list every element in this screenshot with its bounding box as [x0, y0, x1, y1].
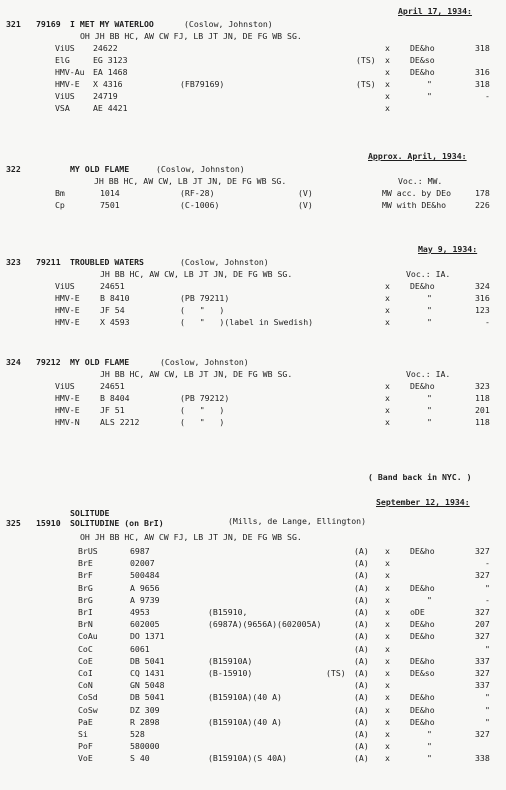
session-date: May 9, 1934: [418, 244, 478, 254]
page-ref: 123 [475, 305, 490, 315]
issue-note: (PB 79211) [180, 293, 230, 303]
page-ref: 318 [475, 79, 490, 89]
session-number: 325 [6, 518, 21, 528]
format-flag: (A) [354, 546, 369, 556]
mark: x [385, 729, 390, 739]
issue-note: (B-15910) [208, 668, 253, 678]
catalog-number: 24651 [100, 381, 125, 391]
label-code: HMV-Au [55, 67, 85, 77]
catalog-number: ALS 2212 [100, 417, 140, 427]
accompaniment: " [427, 305, 432, 315]
accompaniment: " [427, 317, 432, 327]
session-number: 324 [6, 357, 21, 367]
mark: x [385, 293, 390, 303]
mark: x [385, 305, 390, 315]
catalog-number: 500484 [130, 570, 160, 581]
label-code: HMV-E [55, 293, 80, 303]
accompaniment: MW with DE&ho [382, 200, 447, 210]
accompaniment: DE&ho [410, 655, 435, 666]
catalog-number: EG 3123 [93, 55, 128, 65]
catalog-number: 6061 [130, 643, 150, 654]
mark: x [385, 43, 390, 53]
label-code: BrG [78, 594, 93, 605]
page-ref: - [485, 558, 490, 569]
label-code: ViUS [55, 91, 75, 101]
page-ref: " [485, 643, 490, 654]
composers: (Mills, de Lange, Ellington) [228, 516, 367, 526]
accompaniment: " [427, 79, 432, 89]
mark: x [385, 79, 390, 89]
song-title: SOLITUDE [70, 508, 110, 518]
issue-note: ( " ) [180, 305, 225, 315]
mark: x [385, 570, 390, 581]
label-code: BrF [78, 570, 93, 581]
catalog-number: 24651 [100, 281, 125, 291]
format-flag: (A) [354, 729, 369, 739]
catalog-number: 1014 [100, 188, 120, 198]
catalog-number: 7501 [100, 200, 120, 210]
format-flag: (A) [354, 582, 369, 593]
label-code: CoSw [78, 704, 98, 715]
mark: x [385, 655, 390, 666]
mark: x [385, 607, 390, 617]
catalog-number: 6987 [130, 546, 150, 556]
personnel: JH BB HC, AW CW, LB JT JN, DE FG WB SG. [100, 369, 293, 379]
mark: x [385, 643, 390, 654]
label-code: HMV-E [55, 405, 80, 415]
page-ref: 327 [475, 729, 490, 739]
format-flag: (A) [354, 741, 369, 752]
mark: x [385, 317, 390, 327]
page-ref: 327 [475, 668, 490, 678]
issue-note: (B15910A)(S 40A) [208, 753, 287, 764]
accompaniment: " [427, 417, 432, 427]
page-ref: - [485, 594, 490, 605]
mark: x [385, 381, 390, 391]
composers: (Coslow, Johnston) [180, 257, 269, 267]
mark: x [385, 393, 390, 403]
page-ref: 178 [475, 188, 490, 198]
composers: (Coslow, Johnston) [184, 19, 273, 29]
accompaniment: DE&ho [410, 67, 435, 77]
matrix-number: 79211 [36, 257, 61, 267]
catalog-number: A 9739 [130, 594, 160, 605]
accompaniment: oDE [410, 607, 425, 617]
format-flag: (A) [354, 655, 369, 666]
catalog-number: DO 1371 [130, 631, 165, 642]
label-code: CoC [78, 643, 93, 654]
accompaniment: " [427, 753, 432, 764]
catalog-number: EA 1468 [93, 67, 128, 77]
personnel: JH BB HC, AW CW, LB JT JN, DE FG WB SG. [100, 269, 293, 279]
mark: x [385, 417, 390, 427]
format-flag: (A) [354, 692, 369, 703]
label-code: BrE [78, 558, 93, 569]
page-ref: 226 [475, 200, 490, 210]
page-ref: " [485, 704, 490, 715]
page-ref: 327 [475, 607, 490, 617]
format-flag: (A) [354, 753, 369, 764]
page-ref: 316 [475, 293, 490, 303]
label-code: HMV-E [55, 79, 80, 89]
accompaniment: " [427, 293, 432, 303]
accompaniment: DE&ho [410, 381, 435, 391]
catalog-number: JF 54 [100, 305, 125, 315]
issue-note: (FB79169) [180, 79, 225, 89]
format-flag: (A) [354, 716, 369, 727]
label-code: ViUS [55, 281, 75, 291]
page-ref: 324 [475, 281, 490, 291]
label-code: BrN [78, 619, 93, 630]
band-note: ( Band back in NYC. ) [368, 472, 472, 482]
accompaniment: " [427, 393, 432, 403]
issue-note: (B15910A)(40 A) [208, 692, 282, 703]
personnel: OH JH BB HC, AW CW FJ, LB JT JN, DE FG WB SG. [80, 31, 302, 41]
ts-flag: (TS) [356, 79, 376, 89]
accompaniment: DE&ho [410, 582, 435, 593]
song-title: MY OLD FLAME [70, 164, 130, 174]
accompaniment: DE&so [410, 668, 435, 678]
label-code: Cp [55, 200, 65, 210]
accompaniment: DE&ho [410, 43, 435, 53]
ts-flag: (TS) [356, 55, 376, 65]
issue-note: (B15910A)(40 A) [208, 716, 282, 727]
accompaniment: DE&so [410, 55, 435, 65]
label-code: PoF [78, 741, 93, 752]
catalog-number: DB 5041 [130, 692, 165, 703]
mark: x [385, 582, 390, 593]
format-flag: (A) [354, 631, 369, 642]
accompaniment: DE&ho [410, 619, 435, 630]
mark: x [385, 692, 390, 703]
mark: x [385, 741, 390, 752]
format-flag: (A) [354, 594, 369, 605]
page-ref: 207 [475, 619, 490, 630]
accompaniment: " [427, 741, 432, 752]
label-code: ViUS [55, 381, 75, 391]
accompaniment: " [427, 91, 432, 101]
format-flag: (A) [354, 680, 369, 691]
session-date: Approx. April, 1934: [368, 151, 467, 161]
page-ref: " [485, 692, 490, 703]
label-code: ElG [55, 55, 70, 65]
catalog-number: JF 51 [100, 405, 125, 415]
mark: x [385, 91, 390, 101]
format-flag: (A) [354, 704, 369, 715]
format-flag: (A) [354, 643, 369, 654]
format-flag: (A) [354, 570, 369, 581]
matrix-number: 79169 [36, 19, 61, 29]
catalog-number: 24719 [93, 91, 118, 101]
page-ref: " [485, 582, 490, 593]
mark: x [385, 67, 390, 77]
catalog-number: B 8404 [100, 393, 130, 403]
label-code: CoI [78, 668, 93, 678]
format-flag: (A) [354, 607, 369, 617]
issue-note: (PB 79212) [180, 393, 230, 403]
label-code: HMV-E [55, 305, 80, 315]
catalog-number: X 4593 [100, 317, 130, 327]
page-ref: 316 [475, 67, 490, 77]
session-number: 321 [6, 19, 21, 29]
catalog-number: 580000 [130, 741, 160, 752]
accompaniment: DE&ho [410, 692, 435, 703]
catalog-number: B 8410 [100, 293, 130, 303]
session-date: April 17, 1934: [398, 6, 472, 16]
flag: (V) [298, 188, 313, 198]
format-flag: (A) [354, 558, 369, 569]
alt-title: SOLITUDINE (on BrI) [70, 518, 164, 528]
vocalist: Voc.: IA. [406, 369, 451, 379]
accompaniment: DE&ho [410, 281, 435, 291]
session-number: 322 [6, 164, 21, 174]
personnel: JH BB HC, AW CW, LB JT JN, DE FG WB SG. [94, 176, 287, 186]
label-code: CoSd [78, 692, 98, 703]
catalog-number: 24622 [93, 43, 118, 53]
matrix-number: 15910 [36, 518, 61, 528]
catalog-number: CQ 1431 [130, 668, 165, 678]
session-number: 323 [6, 257, 21, 267]
mark: x [385, 753, 390, 764]
label-code: VSA [55, 103, 70, 113]
page-ref: 201 [475, 405, 490, 415]
page-ref: 323 [475, 381, 490, 391]
catalog-number: DB 5041 [130, 655, 165, 666]
mark: x [385, 405, 390, 415]
issue-note: (6987A)(9656A)(602005A) [208, 619, 322, 630]
page-ref: - [485, 317, 490, 327]
matrix-number: 79212 [36, 357, 61, 367]
catalog-number: X 4316 [93, 79, 123, 89]
page-ref: 327 [475, 546, 490, 556]
catalog-number: A 9656 [130, 582, 160, 593]
issue-note: ( " ) [180, 417, 225, 427]
label-code: CoAu [78, 631, 98, 642]
mark: x [385, 546, 390, 556]
format-flag: (A) [354, 668, 369, 678]
issue-note: (B15910, [208, 607, 248, 617]
catalog-number: GN 5048 [130, 680, 165, 691]
label-code: CoE [78, 655, 93, 666]
mark: x [385, 103, 390, 113]
label-code: HMV-N [55, 417, 80, 427]
mark: x [385, 716, 390, 727]
mark: x [385, 55, 390, 65]
mark: x [385, 558, 390, 569]
label-code: BrI [78, 607, 93, 617]
accompaniment: " [427, 405, 432, 415]
mark: x [385, 631, 390, 642]
catalog-number: R 2898 [130, 716, 160, 727]
mark: x [385, 704, 390, 715]
label-code: CoN [78, 680, 93, 691]
issue-note: (C-1006) [180, 200, 220, 210]
label-code: Si [78, 729, 88, 739]
mark: x [385, 680, 390, 691]
issue-note: ( " )(label in Swedish) [180, 317, 314, 327]
composers: (Coslow, Johnston) [156, 164, 245, 174]
page-ref: 118 [475, 417, 490, 427]
page-ref: " [485, 716, 490, 727]
catalog-number: 4953 [130, 607, 150, 617]
accompaniment: DE&ho [410, 631, 435, 642]
catalog-number: 602005 [130, 619, 160, 630]
vocalist: Voc.: IA. [406, 269, 451, 279]
issue-note: (B15910A) [208, 655, 253, 666]
session-date: September 12, 1934: [376, 497, 470, 507]
catalog-number: S 40 [130, 753, 150, 764]
label-code: ViUS [55, 43, 75, 53]
label-code: BrUS [78, 546, 98, 556]
issue-note: ( " ) [180, 405, 225, 415]
label-code: HMV-E [55, 393, 80, 403]
catalog-number: 528 [130, 729, 145, 739]
accompaniment: DE&ho [410, 546, 435, 556]
page-ref: 318 [475, 43, 490, 53]
song-title: MY OLD FLAME [70, 357, 130, 367]
accompaniment: DE&ho [410, 716, 435, 727]
label-code: VoE [78, 753, 93, 764]
label-code: PaE [78, 716, 93, 727]
page-ref: 327 [475, 631, 490, 642]
accompaniment: DE&ho [410, 704, 435, 715]
song-title: I MET MY WATERLOO [70, 19, 154, 29]
page-ref: - [485, 91, 490, 101]
mark: x [385, 281, 390, 291]
page-ref: 337 [475, 655, 490, 666]
ts-flag: (TS) [326, 668, 346, 678]
catalog-number: DZ 309 [130, 704, 160, 715]
accompaniment: " [427, 594, 432, 605]
format-flag: (A) [354, 619, 369, 630]
label-code: HMV-E [55, 317, 80, 327]
personnel: OH JH BB HC, AW CW FJ, LB JT JN, DE FG WB SG. [80, 532, 302, 542]
mark: x [385, 668, 390, 678]
flag: (V) [298, 200, 313, 210]
label-code: Bm [55, 188, 65, 198]
song-title: TROUBLED WATERS [70, 257, 144, 267]
mark: x [385, 619, 390, 630]
vocalist: Voc.: MW. [398, 176, 443, 186]
catalog-number: 02007 [130, 558, 155, 569]
catalog-number: AE 4421 [93, 103, 128, 113]
page-ref: 338 [475, 753, 490, 764]
page-ref: 327 [475, 570, 490, 581]
issue-note: (RF-28) [180, 188, 215, 198]
mark: x [385, 594, 390, 605]
label-code: BrG [78, 582, 93, 593]
page-ref: 337 [475, 680, 490, 691]
accompaniment: MW acc. by DEo [382, 188, 452, 198]
accompaniment: " [427, 729, 432, 739]
page-ref: 118 [475, 393, 490, 403]
composers: (Coslow, Johnston) [160, 357, 249, 367]
